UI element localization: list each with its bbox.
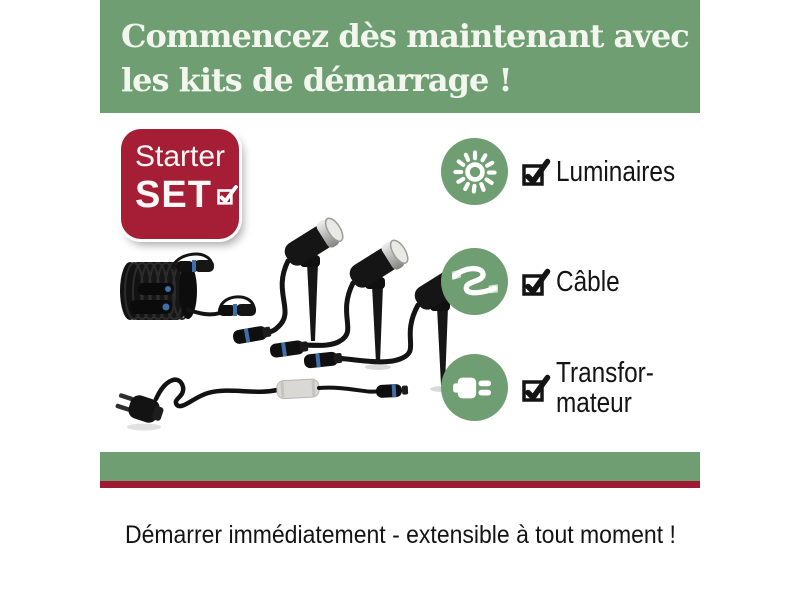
red-divider-line [100,481,700,488]
header-line-2: les kits de démarrage ! [121,61,512,99]
spotlight-photo-1 [280,214,347,348]
checked-checkbox-icon [521,373,551,403]
feature-label-transformer-line2: mateur [556,386,632,419]
header-line-1: Commencez dès maintenant avec [121,17,689,55]
cable-coil-photo [120,254,256,320]
bottom-green-band [100,452,700,481]
plug-icon [441,354,508,421]
feature-label-transformer [556,358,654,418]
header-banner [100,0,700,113]
sun-icon [441,138,508,205]
footer-tagline [100,521,700,550]
feature-row-luminaires [441,138,698,205]
checked-checkbox-icon [521,267,551,297]
badge-subtitle: SET [135,174,212,216]
transformer-photo [114,379,409,431]
feature-label-transformer-line1: Transfor- [556,356,654,389]
feature-label-luminaires: Luminaires [556,155,676,188]
checked-checkbox-icon [521,157,551,187]
feature-label-cable: Câble [556,265,620,298]
spotlight-photo-2 [345,236,412,370]
badge-title: Starter [135,140,226,173]
feature-row-cable [441,248,632,315]
footer-tagline-text: Démarrer immédiatement - extensible à tout moment ! [124,521,676,549]
cable-icon [441,248,508,315]
feature-row-transformer [441,354,673,421]
